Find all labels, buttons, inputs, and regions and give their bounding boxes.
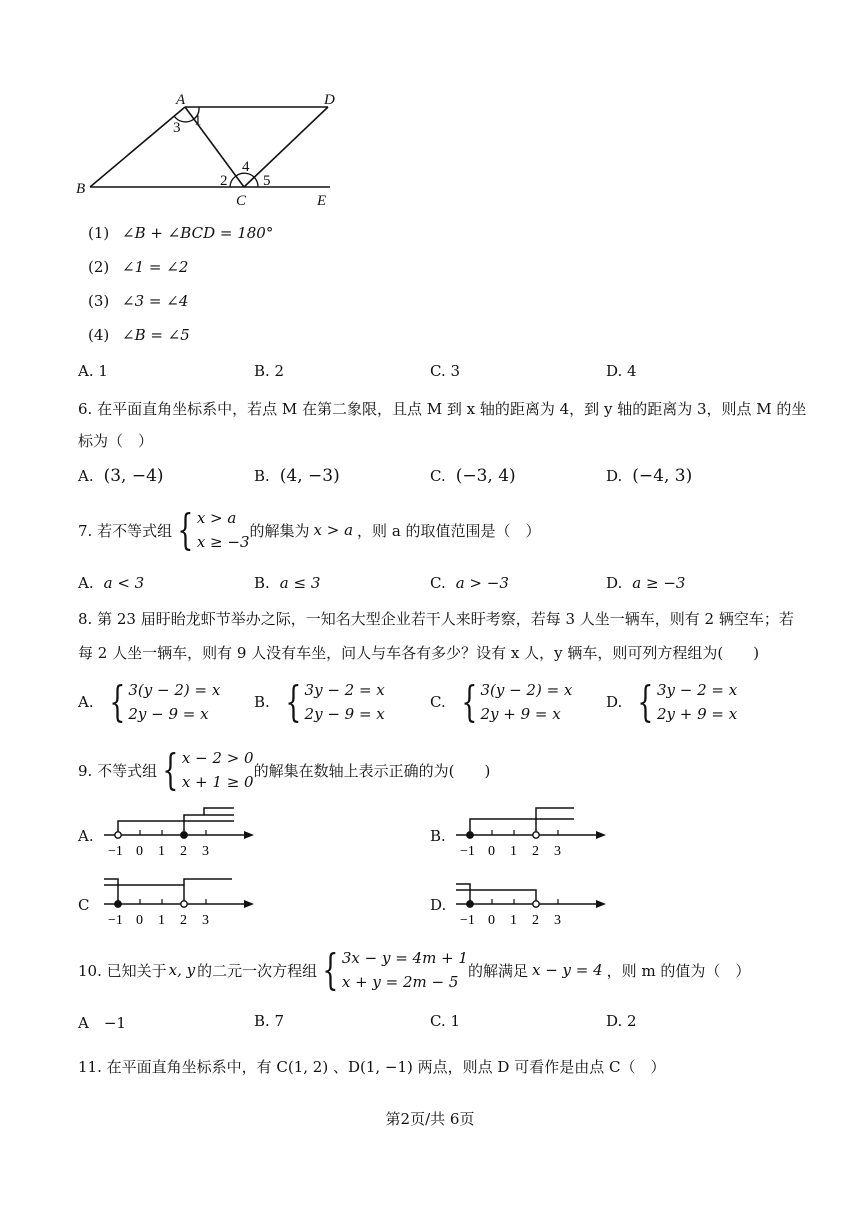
statement-number: (1) (88, 224, 110, 242)
brace-icon: { (637, 677, 654, 726)
q8-option-d[interactable] (606, 678, 737, 726)
option-label: C. (430, 467, 446, 485)
q9-option-a[interactable] (78, 805, 268, 861)
q7-option-d[interactable] (606, 574, 685, 592)
tick-label: 0 (488, 913, 495, 928)
option-eq2: 2y + 9 = x (657, 705, 738, 723)
q10-option-c[interactable]: C. 1 (430, 1012, 461, 1030)
q8-option-a[interactable] (78, 678, 220, 726)
brace-icon: { (461, 677, 478, 726)
statement-text: ∠B = ∠5 (122, 326, 190, 344)
q10-eq1: 3x − y = 4m + 1 (341, 949, 468, 967)
q7-option-b[interactable] (254, 574, 320, 592)
statement-text: ∠1 = ∠2 (122, 258, 189, 276)
q10-eq2: x + y = 2m − 5 (341, 973, 459, 991)
angle-label-1: 1 (194, 113, 202, 129)
option-value: (3, −4) (103, 466, 164, 486)
tick-label: 0 (136, 844, 143, 859)
option-label: A. (78, 693, 94, 711)
number-line-a (104, 805, 264, 861)
q5-option-d[interactable]: D. 4 (606, 362, 637, 380)
option-label: B. (254, 467, 270, 485)
tick-label: −1 (108, 913, 123, 928)
q8-option-b[interactable] (254, 678, 385, 726)
point-label-e: E (317, 193, 327, 209)
statement-text: ∠3 = ∠4 (122, 292, 189, 310)
q7-eq1: x > a (196, 509, 237, 527)
q9-option-b[interactable] (430, 805, 620, 861)
brace-icon: { (177, 505, 194, 554)
tick-label: −1 (460, 913, 475, 928)
q10-option-b[interactable]: B. 7 (254, 1012, 285, 1030)
q7-system (172, 506, 249, 554)
q7-mid: 的解集为 (249, 521, 310, 540)
tick-label: −1 (460, 844, 475, 859)
q10-stem (78, 946, 750, 994)
option-value: a ≤ 3 (279, 574, 321, 592)
brace-icon: { (322, 945, 339, 994)
q10-vars: x, y (168, 961, 196, 979)
q5-option-a[interactable]: A. 1 (78, 362, 108, 380)
q10-prefix: 10. 已知关于 (78, 961, 167, 980)
statement-4 (88, 326, 190, 344)
tick-label: 2 (532, 913, 539, 928)
option-label: A. (78, 467, 94, 485)
statement-2 (88, 258, 188, 276)
angle-label-3: 3 (173, 120, 181, 136)
statement-number: (4) (88, 326, 110, 344)
option-label: B. (430, 827, 446, 845)
option-eq2: 2y + 9 = x (480, 705, 561, 723)
q7-suffix: ，则 a 的取值范围是（ ） (357, 521, 541, 540)
angle-label-2: 2 (220, 173, 228, 189)
option-eq1: 3(y − 2) = x (128, 681, 221, 699)
tick-label: 1 (510, 913, 517, 928)
q7-cond: x > a (313, 521, 354, 539)
tick-label: 1 (158, 844, 165, 859)
q6-option-c[interactable] (430, 466, 516, 486)
q5-option-b[interactable]: B. 2 (254, 362, 285, 380)
option-label: B. (254, 574, 270, 592)
point-label-d: D (324, 92, 335, 108)
number-line-d (456, 874, 616, 930)
option-value: (−4, 3) (632, 466, 693, 486)
point-label-b: B (76, 181, 86, 197)
q7-prefix: 7. 若不等式组 (78, 521, 173, 540)
q11-stem: 11. 在平面直角坐标系中，有 C(1, 2) 、D(1, −1) 两点，则点 D 可看作是由点 C（ ） (78, 1058, 666, 1076)
q7-stem (78, 506, 541, 554)
option-value: a < 3 (103, 574, 145, 592)
tick-label: 0 (136, 913, 143, 928)
tick-label: 3 (554, 844, 561, 859)
q7-option-a[interactable] (78, 574, 144, 592)
option-value: a > −3 (455, 574, 509, 592)
option-label: D. (430, 896, 447, 914)
option-value: (−3, 4) (455, 466, 516, 486)
q5-option-c[interactable]: C. 3 (430, 362, 461, 380)
q10-mid2: 的解满足 (467, 961, 528, 980)
q6-stem-line1: 6. 在平面直角坐标系中，若点 M 在第二象限，且点 M 到 x 轴的距离为 4，到 y 轴的距离为 3，则点 M 的坐 (78, 400, 807, 418)
option-label: D. (606, 467, 623, 485)
tick-label: 1 (158, 913, 165, 928)
q10-suffix: ，则 m 的值为（ ） (606, 961, 751, 980)
tick-label: 0 (488, 844, 495, 859)
q9-stem (78, 746, 490, 794)
q8-stem-line1: 8. 第 23 届盱眙龙虾节举办之际，一知名大型企业若干人来盱考察，若每 3 人坐一辆车，则有 2 辆空车；若 (78, 610, 794, 628)
point-label-a: A (176, 92, 186, 108)
tick-label: 2 (180, 844, 187, 859)
brace-icon: { (108, 677, 125, 726)
brace-icon: { (285, 677, 302, 726)
statement-number: (3) (88, 292, 110, 310)
q9-option-d[interactable] (430, 874, 620, 930)
option-label: B. (254, 693, 270, 711)
q9-suffix: 的解集在数轴上表示正确的为( ) (253, 761, 491, 780)
geometry-figure (70, 85, 370, 215)
q8-stem-line2: 每 2 人坐一辆车，则有 9 人没有车坐，问人与车各有多少？设有 x 人，y 辆车，则可列方程组为( ) (78, 644, 760, 662)
q7-eq2: x ≥ −3 (196, 533, 250, 551)
angle-label-5: 5 (263, 173, 271, 189)
statement-number: (2) (88, 258, 110, 276)
option-label: A. (78, 574, 94, 592)
q7-option-c[interactable] (430, 574, 509, 592)
brace-icon: { (162, 745, 179, 794)
tick-label: 3 (202, 844, 209, 859)
q9-prefix: 9. 不等式组 (78, 761, 158, 780)
option-label: A. (78, 827, 94, 845)
q9-eq1: x − 2 > 0 (181, 749, 254, 767)
tick-label: 2 (180, 913, 187, 928)
option-eq1: 3y − 2 = x (657, 681, 738, 699)
q10-option-d[interactable]: D. 2 (606, 1012, 637, 1030)
q10-cond: x − y = 4 (531, 961, 603, 979)
q9-system (157, 746, 254, 794)
statement-3 (88, 292, 188, 310)
tick-label: 2 (532, 844, 539, 859)
option-label: C (78, 896, 90, 914)
option-value: (4, −3) (279, 466, 340, 486)
point-label-c: C (236, 193, 247, 209)
option-eq2: 2y − 9 = x (128, 705, 209, 723)
option-eq1: 3y − 2 = x (304, 681, 385, 699)
q6-stem-line2: 标为（ ） (78, 432, 154, 450)
option-label: C. (430, 693, 446, 711)
option-eq2: 2y − 9 = x (304, 705, 385, 723)
q6-option-d[interactable] (606, 466, 692, 486)
page-footer: 第2页/共 6页 (385, 1110, 475, 1128)
q10-system (317, 946, 468, 994)
option-label: D. (606, 574, 623, 592)
option-value: a ≥ −3 (632, 574, 686, 592)
number-line-c (104, 874, 264, 930)
statement-text: ∠B + ∠BCD = 180° (122, 224, 274, 242)
angle-label-4: 4 (242, 159, 250, 175)
tick-label: −1 (108, 844, 123, 859)
option-label: C. (430, 574, 446, 592)
tick-label: 3 (202, 913, 209, 928)
q10-option-a[interactable]: A −1 (78, 1014, 126, 1032)
q9-option-c[interactable] (78, 874, 268, 930)
option-label: D. (606, 693, 623, 711)
q8-option-c[interactable] (430, 678, 572, 726)
tick-label: 1 (510, 844, 517, 859)
statement-1 (88, 224, 273, 242)
q9-eq2: x + 1 ≥ 0 (181, 773, 254, 791)
tick-label: 3 (554, 913, 561, 928)
option-eq1: 3(y − 2) = x (480, 681, 573, 699)
q6-option-a[interactable] (78, 466, 164, 486)
q6-option-b[interactable] (254, 466, 340, 486)
q10-mid: 的二元一次方程组 (197, 961, 318, 980)
number-line-b (456, 805, 616, 861)
